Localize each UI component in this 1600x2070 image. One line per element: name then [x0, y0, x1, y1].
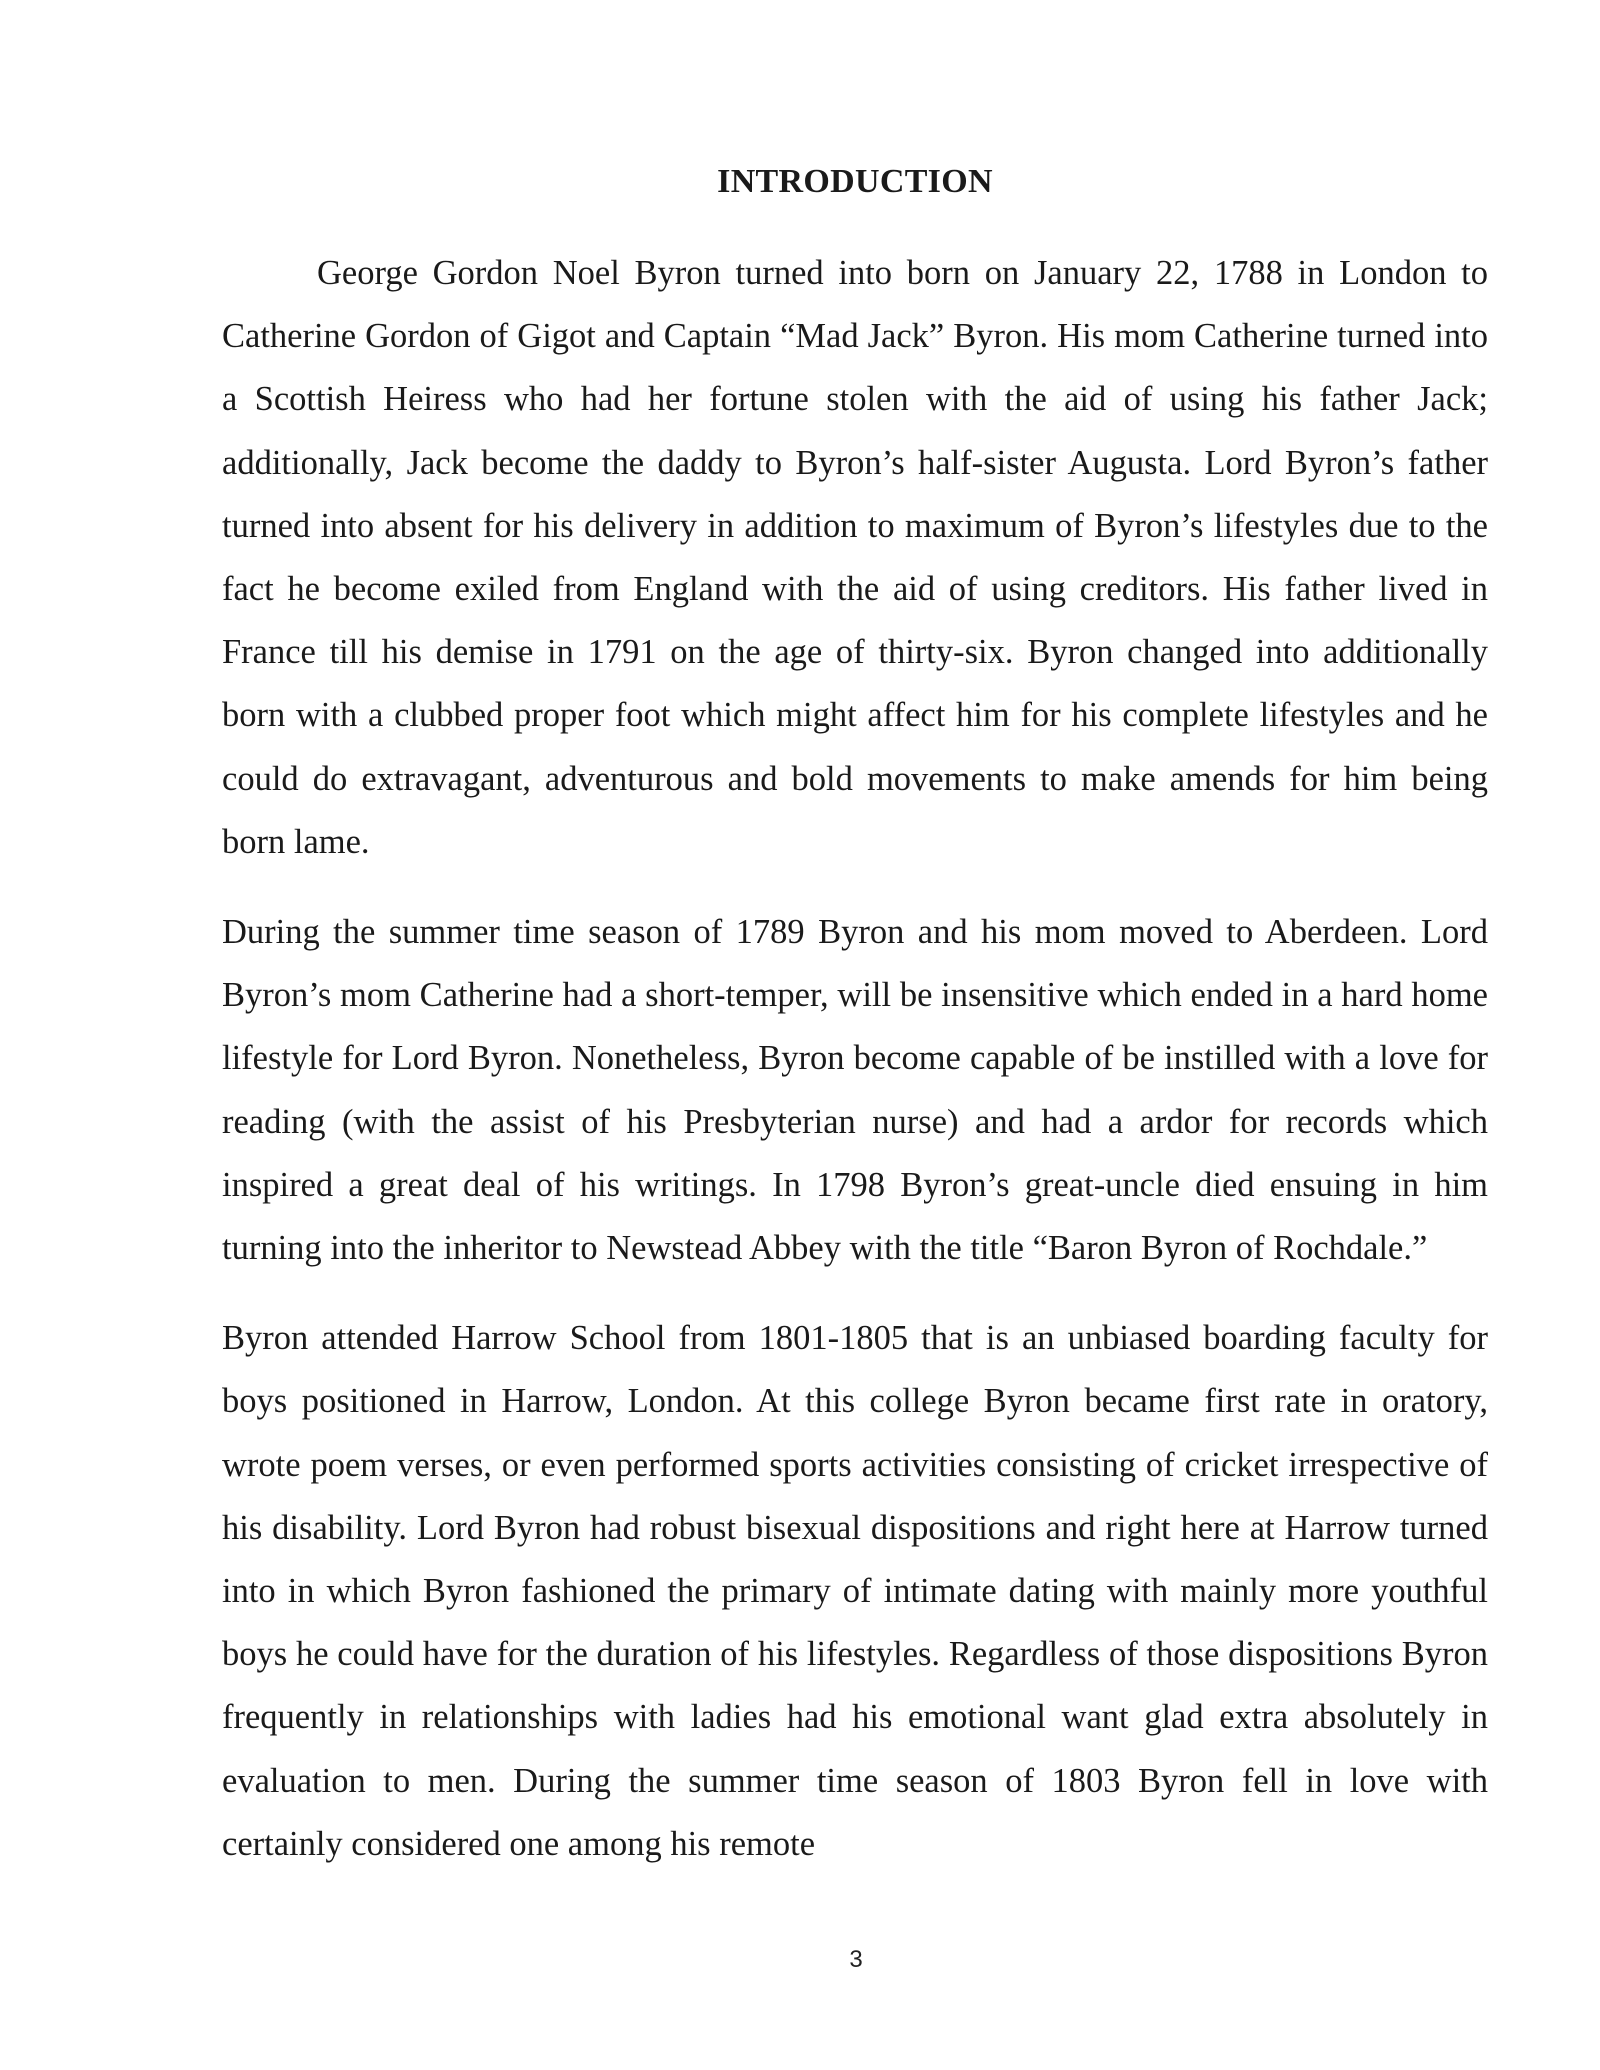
paragraph-birth: George Gordon Noel Byron turned into born on January 22, 1788 in London to Catherine Gordon of Gigot and Captain “Mad Jack” Byron. His mom Catherine turned into a Scottish Heiress who had her fortune stolen with the aid of using his father Jack; additionally, Jack become the daddy to Byron’s half-sister Augusta. Lord Byron’s father turned into absent for his delivery in addition to maximum of Byron’s lifestyles due to the fact he become exiled from England with the aid of using creditors. His father lived in France till his demise in 1791 on the age of thirty-six. Byron changed into additionally born with a clubbed proper foot which might affect him for his complete lifestyles and he could do extravagant, adventurous and bold movements to make amends for him being born lame. [222, 254, 1488, 861]
page-title: INTRODUCTION [717, 163, 993, 200]
paragraph-aberdeen: During the summer time season of 1789 Byron and his mom moved to Aberdeen. Lord Byron’s mom Catherine had a short-temper, will be insensitive which ended in a hard home lifestyle for Lord Byron. Nonetheless, Byron become capable of be instilled with a love for reading (with the assist of his Presbyterian nurse) and had a ardor for records which inspired a great deal of his writings. In 1798 Byron’s great-uncle died ensuing in him turning into the inheritor to Newstead Abbey with the title “Baron Byron of Rochdale.” [222, 913, 1488, 1268]
paragraph-harrow: Byron attended Harrow School from 1801-1805 that is an unbiased boarding faculty for boys positioned in Harrow, London. At this college Byron became first rate in oratory, wrote poem verses, or even performed sports activities consisting of cricket irrespective of his disability. Lord Byron had robust bisexual dispositions and right here at Harrow turned into in which Byron fashioned the primary of intimate dating with mainly more youthful boys he could have for the duration of his lifestyles. Regardless of those dispositions Byron frequently in relationships with ladies had his emotional want glad extra absolutely in evaluation to men. During the summer time season of 1803 Byron fell in love with certainly considered one among his remote [222, 1319, 1488, 1863]
page-number: 3 [849, 1946, 863, 1973]
page-body [222, 160, 1488, 1903]
